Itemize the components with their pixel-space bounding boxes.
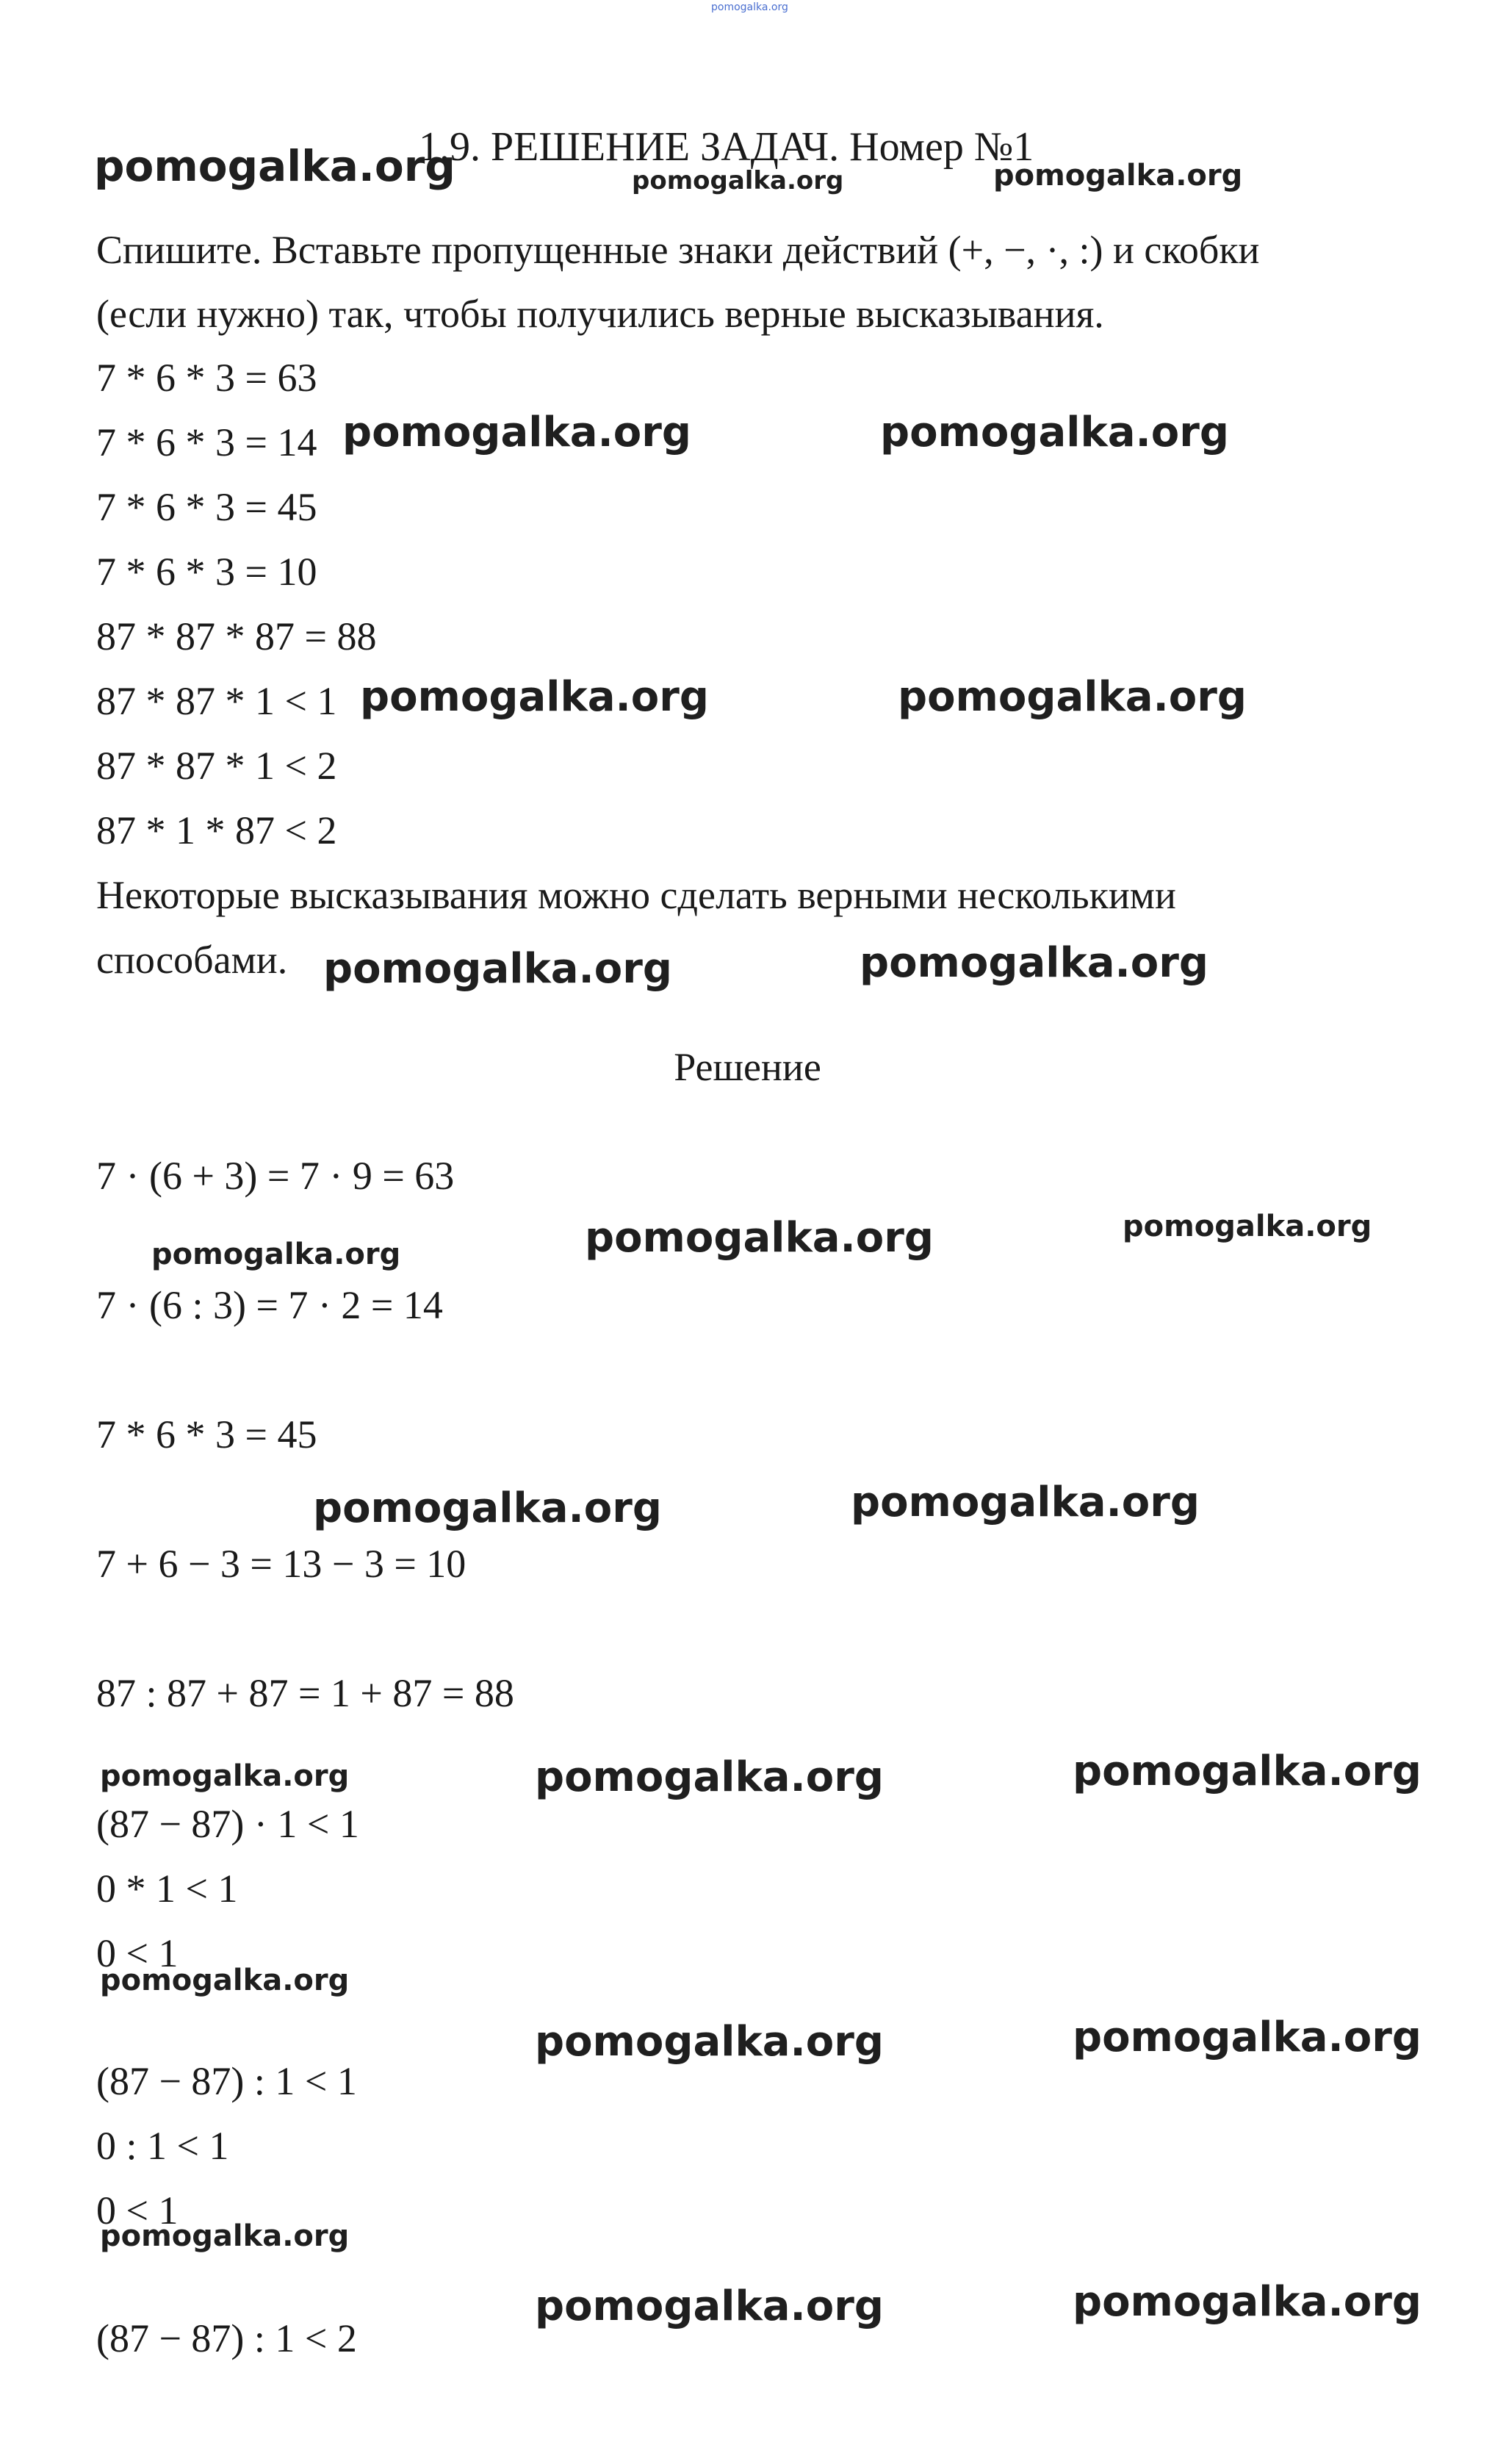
- watermark: pomogalka.org: [535, 2018, 884, 2066]
- watermark: pomogalka.org: [94, 141, 455, 191]
- exercise-5: 87 * 87 * 87 = 88: [96, 614, 377, 658]
- watermark: pomogalka.org: [100, 2219, 350, 2253]
- watermark: pomogalka.org: [1073, 2014, 1422, 2061]
- solution-line-1: 7 · (6 + 3) = 7 · 9 = 63: [96, 1154, 455, 1198]
- watermark: pomogalka.org: [100, 1964, 350, 1997]
- solution-line-2: 7 · (6 : 3) = 7 · 2 = 14: [96, 1283, 443, 1327]
- exercise-8: 87 * 1 * 87 < 2: [96, 808, 337, 852]
- watermark: pomogalka.org: [860, 939, 1208, 987]
- watermark: pomogalka.org: [1123, 1210, 1372, 1243]
- task-intro-line-2: (если нужно) так, чтобы получились верные высказывания.: [96, 292, 1104, 336]
- watermark: pomogalka.org: [898, 673, 1247, 721]
- watermark: pomogalka.org: [151, 1238, 401, 1271]
- solution-line-10: 0 : 1 < 1: [96, 2124, 229, 2168]
- watermark: pomogalka.org: [100, 1759, 350, 1793]
- solution-line-6: (87 − 87) · 1 < 1: [96, 1802, 359, 1846]
- solution-heading: Решение: [674, 1045, 821, 1089]
- solution-line-5: 87 : 87 + 87 = 1 + 87 = 88: [96, 1671, 514, 1715]
- task-note-line-2: способами.: [96, 938, 288, 982]
- watermark: pomogalka.org: [880, 409, 1229, 456]
- solution-line-9: (87 − 87) : 1 < 1: [96, 2059, 357, 2103]
- watermark: pomogalka.org: [993, 159, 1243, 193]
- watermark: pomogalka.org: [342, 409, 691, 456]
- exercise-3: 7 * 6 * 3 = 45: [96, 485, 317, 529]
- solution-line-7: 0 * 1 < 1: [96, 1867, 238, 1911]
- watermark: pomogalka.org: [1073, 1748, 1422, 1795]
- exercise-6: 87 * 87 * 1 < 1: [96, 679, 337, 723]
- exercise-2: 7 * 6 * 3 = 14: [96, 420, 317, 464]
- watermark: pomogalka.org: [585, 1214, 934, 1262]
- exercise-1: 7 * 6 * 3 = 63: [96, 356, 317, 400]
- solution-line-11: 0 < 1: [96, 2188, 179, 2233]
- watermark: pomogalka.org: [313, 1484, 662, 1532]
- task-intro-line-1: Спишите. Вставьте пропущенные знаки действий (+, −, ·, :) и скобки: [96, 228, 1260, 272]
- solution-line-3: 7 * 6 * 3 = 45: [96, 1412, 317, 1457]
- task-note-line-1: Некоторые высказывания можно сделать верными несколькими: [96, 873, 1176, 917]
- top-watermark: pomogalka.org: [711, 1, 788, 13]
- watermark: pomogalka.org: [360, 673, 709, 721]
- watermark: pomogalka.org: [632, 166, 844, 195]
- solution-line-12: (87 − 87) : 1 < 2: [96, 2316, 357, 2360]
- watermark: pomogalka.org: [851, 1479, 1200, 1526]
- exercise-7: 87 * 87 * 1 < 2: [96, 744, 337, 788]
- watermark: pomogalka.org: [323, 945, 672, 993]
- watermark: pomogalka.org: [535, 2282, 884, 2330]
- solution-line-4: 7 + 6 − 3 = 13 − 3 = 10: [96, 1542, 466, 1586]
- watermark: pomogalka.org: [1073, 2278, 1422, 2326]
- watermark: pomogalka.org: [535, 1753, 884, 1801]
- exercise-4: 7 * 6 * 3 = 10: [96, 550, 317, 594]
- page-title: 1.9. РЕШЕНИЕ ЗАДАЧ. Номер №1: [419, 124, 1034, 170]
- solution-line-8: 0 < 1: [96, 1931, 179, 1975]
